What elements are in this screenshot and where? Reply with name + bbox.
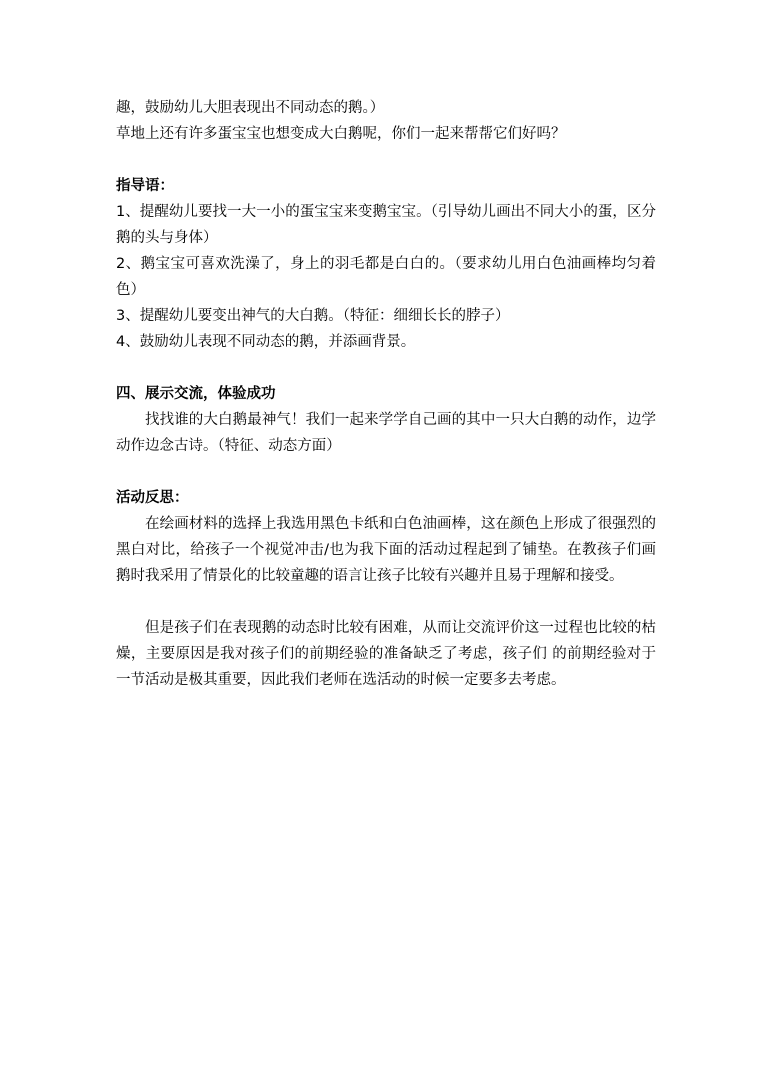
spacer — [116, 147, 656, 173]
spacer — [116, 355, 656, 381]
guide-item-2: 2、鹅宝宝可喜欢洗澡了，身上的羽毛都是白白的。（要求幼儿用白色油画棒均匀着色） — [116, 256, 656, 298]
section4-paragraph: 找找谁的大白鹅最神气！我们一起来学学自己画的其中一只大白鹅的动作，边学动作边念古诗。（特征、动态方面） — [116, 412, 656, 454]
guide-item-3: 3、提醒幼儿要变出神气的大白鹅。（特征：细细长长的脖子） — [116, 308, 510, 324]
document-body — [116, 95, 656, 693]
reflection-paragraph-2: 但是孩子们在表现鹅的动态时比较有困难，从而让交流评价这一过程也比较的枯燥，主要原因是我对孩子们的前期经验的准备缺乏了考虑，孩子们 的前期经验对于一节活动是极其重要，因此我们老师在选活动的时候一定要多去考虑。 — [116, 620, 656, 688]
intro-line-1: 趣，鼓励幼儿大胆表现出不同动态的鹅。） — [116, 100, 385, 116]
guide-item-4: 4、鼓励幼儿表现不同动态的鹅，并添画背景。 — [116, 334, 416, 350]
intro-line-2: 草地上还有许多蛋宝宝也想变成大白鹅呢，你们一起来帮帮它们好吗？ — [116, 126, 566, 142]
spacer — [116, 459, 656, 485]
spacer — [116, 589, 656, 615]
reflection-heading: 活动反思： — [116, 490, 189, 506]
reflection-paragraph-1: 在绘画材料的选择上我选用黑色卡纸和白色油画棒，这在颜色上形成了很强烈的黑白对比，给孩子一个视觉冲击/也为我下面的活动过程起到了铺垫。在教孩子们画鹅时我采用了情景化的比较童趣的语言让孩子比较有兴趣并且易于理解和接受。 — [116, 516, 656, 584]
guide-item-1: 1、提醒幼儿要找一大一小的蛋宝宝来变鹅宝宝。（引导幼儿画出不同大小的蛋，区分鹅的头与身体） — [116, 204, 656, 246]
guide-heading: 指导语： — [116, 178, 174, 194]
section4-heading: 四、展示交流，体验成功 — [116, 386, 276, 402]
